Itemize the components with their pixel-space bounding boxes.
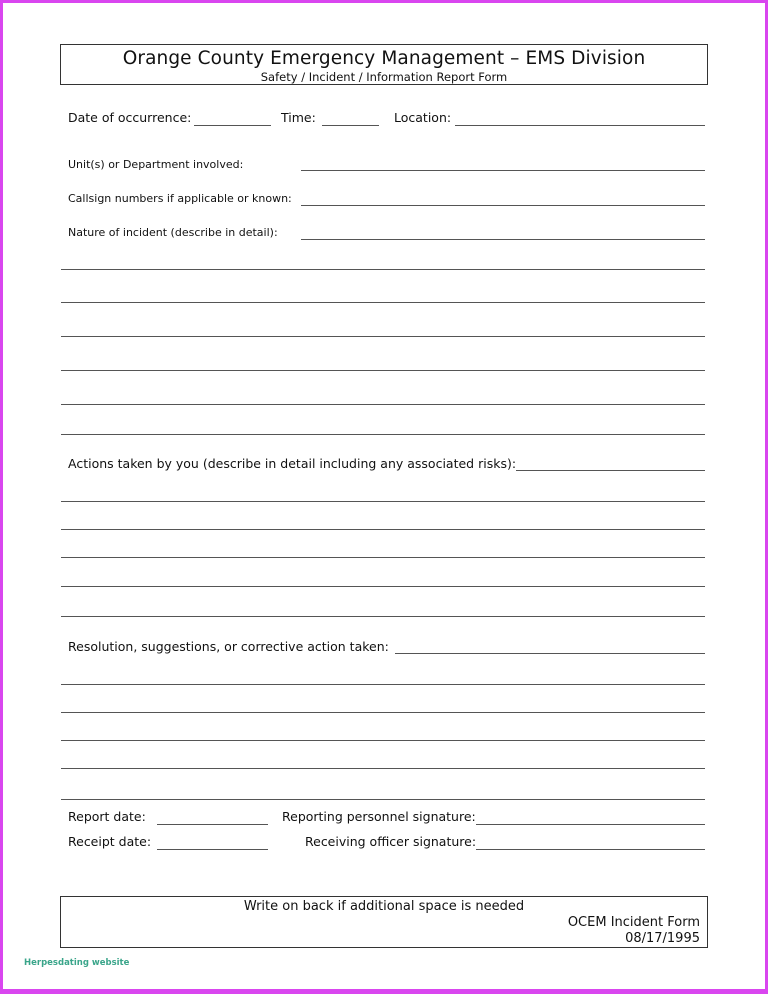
time-field[interactable] <box>322 125 379 126</box>
date-of-occurrence-label: Date of occurrence: <box>68 110 192 125</box>
location-field[interactable] <box>455 125 705 126</box>
form-title: Orange County Emergency Management – EMS Division <box>122 48 646 69</box>
footer-form-id <box>568 915 700 947</box>
resolution-line[interactable] <box>61 768 705 769</box>
actions-field[interactable] <box>516 470 705 471</box>
actions-line[interactable] <box>61 586 705 587</box>
resolution-line[interactable] <box>61 740 705 741</box>
nature-line[interactable] <box>61 269 705 270</box>
reporting-signature-label: Reporting personnel signature: <box>282 809 476 824</box>
units-label: Unit(s) or Department involved: <box>68 158 244 171</box>
footer-note: Write on back if additional space is needed <box>243 899 525 914</box>
location-label: Location: <box>394 110 452 125</box>
receipt-date-label: Receipt date: <box>68 834 152 849</box>
resolution-label: Resolution, suggestions, or corrective action taken: <box>68 639 389 654</box>
report-date-field[interactable] <box>157 824 268 825</box>
actions-line[interactable] <box>61 557 705 558</box>
nature-line[interactable] <box>61 302 705 303</box>
callsign-label: Callsign numbers if applicable or known: <box>68 192 292 205</box>
actions-line[interactable] <box>61 616 705 617</box>
date-of-occurrence-field[interactable] <box>194 125 271 126</box>
form-footer <box>60 896 708 948</box>
units-field[interactable] <box>301 170 705 171</box>
resolution-line[interactable] <box>61 799 705 800</box>
time-label: Time: <box>281 110 316 125</box>
receiving-signature-label: Receiving officer signature: <box>305 834 477 849</box>
form-header <box>60 44 708 85</box>
actions-line[interactable] <box>61 501 705 502</box>
nature-line[interactable] <box>61 434 705 435</box>
nature-line[interactable] <box>61 336 705 337</box>
nature-line[interactable] <box>61 404 705 405</box>
footer-form-name: OCEM Incident Form <box>567 915 700 930</box>
receipt-date-field[interactable] <box>157 849 268 850</box>
form-subtitle: Safety / Incident / Information Report Form <box>260 70 508 84</box>
nature-line[interactable] <box>61 370 705 371</box>
actions-label: Actions taken by you (describe in detail including any associated risks): <box>68 456 517 471</box>
watermark: Herpesdating website <box>24 958 130 968</box>
actions-line[interactable] <box>61 529 705 530</box>
resolution-line[interactable] <box>61 712 705 713</box>
callsign-field[interactable] <box>301 205 705 206</box>
footer-form-date: 08/17/1995 <box>625 931 700 946</box>
receiving-signature-field[interactable] <box>476 849 705 850</box>
nature-field[interactable] <box>301 239 705 240</box>
nature-label: Nature of incident (describe in detail): <box>68 226 278 239</box>
resolution-field[interactable] <box>395 653 705 654</box>
report-date-label: Report date: <box>68 809 146 824</box>
reporting-signature-field[interactable] <box>476 824 705 825</box>
resolution-line[interactable] <box>61 684 705 685</box>
